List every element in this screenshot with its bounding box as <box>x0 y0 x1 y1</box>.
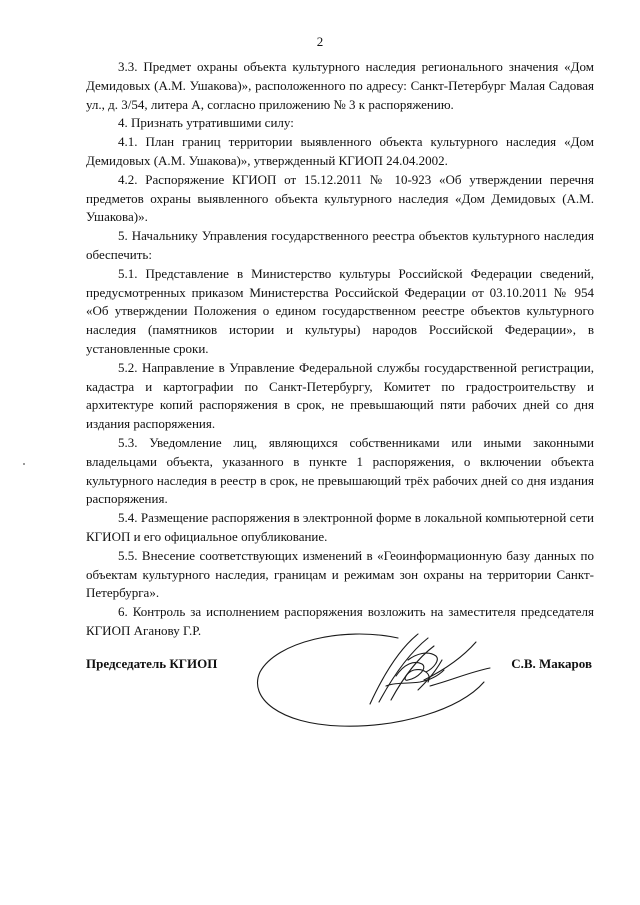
paragraph-4: 4. Признать утратившими силу: <box>118 115 294 131</box>
paragraph-4-1: 4.1. План границ территории выявленного объекта культурного наследия «Дом Демидовых (А.М. Ушакова)», утвержденный КГИОП 24.04.2002. <box>86 134 594 168</box>
paragraph-3-3: 3.3. Предмет охраны объекта культурного наследия регионального значения «Дом Демидовых (А.М. Ушакова)», расположенного по адресу: Санкт-Петербург Малая Садовая ул., д. 3/54, литера А, согласно приложению № 3 к распоряжению. <box>86 59 594 112</box>
paragraph-5-5: 5.5. Внесение соответствующих изменений в «Геоинформационную базу данных по объектам культурного наследия, границам и режимам зон охраны на территории Санкт-Петербурга». <box>86 547 594 601</box>
page-number: 2 <box>316 34 324 49</box>
paragraph-5: 5. Начальнику Управления государственного реестра объектов культурного наследия обеспечить: <box>86 228 594 262</box>
signer-title: Председатель КГИОП <box>86 656 218 671</box>
paragraph-6: 6. Контроль за исполнением распоряжения возложить на заместителя председателя КГИОП Аганову Г.Р. <box>86 604 594 638</box>
paragraph-5-3: 5.3. Уведомление лиц, являющихся собственниками или иными законными владельцами объекта, указанного в пункте 1 распоряжения, о включении объекта культурного наследия в реестр в срок, не превышающий трёх рабочих дней со дня издания распоряжения. <box>86 434 594 507</box>
signature-block <box>0 620 640 740</box>
paragraph-5-1: 5.1. Представление в Министерство культуры Российской Федерации сведений, предусмотренных приказом Министерства Российской Федерации от 03.10.2011 № 954 «Об утверждении Положения о едином государственном реестре объектов культурного наследия (памятников истории и культуры) народов Российской Федерации», в установленные сроки. <box>86 265 594 356</box>
margin-mark <box>23 463 25 465</box>
paragraph-4-2: 4.2. Распоряжение КГИОП от 15.12.2011 № 10-923 «Об утверждении перечня предметов охраны выявленного объекта культурного наследия «Дом Демидовых (А.М. Ушакова)». <box>86 171 594 225</box>
paragraph-5-4: 5.4. Размещение распоряжения в электронной форме в локальной компьютерной сети КГИОП и его официальное опубликование. <box>86 510 594 544</box>
paragraph-5-2: 5.2. Направление в Управление Федеральной службы государственной регистрации, кадастра и картографии по Санкт-Петербургу, Комитет по градостроительству и архитектуре копий распоряжения в срок, не превышающий пяти рабочих дней со дня издания распоряжения. <box>86 359 594 432</box>
signer-name: С.В. Макаров <box>511 656 592 671</box>
handwritten-signature <box>248 620 508 740</box>
document-body <box>86 58 594 641</box>
